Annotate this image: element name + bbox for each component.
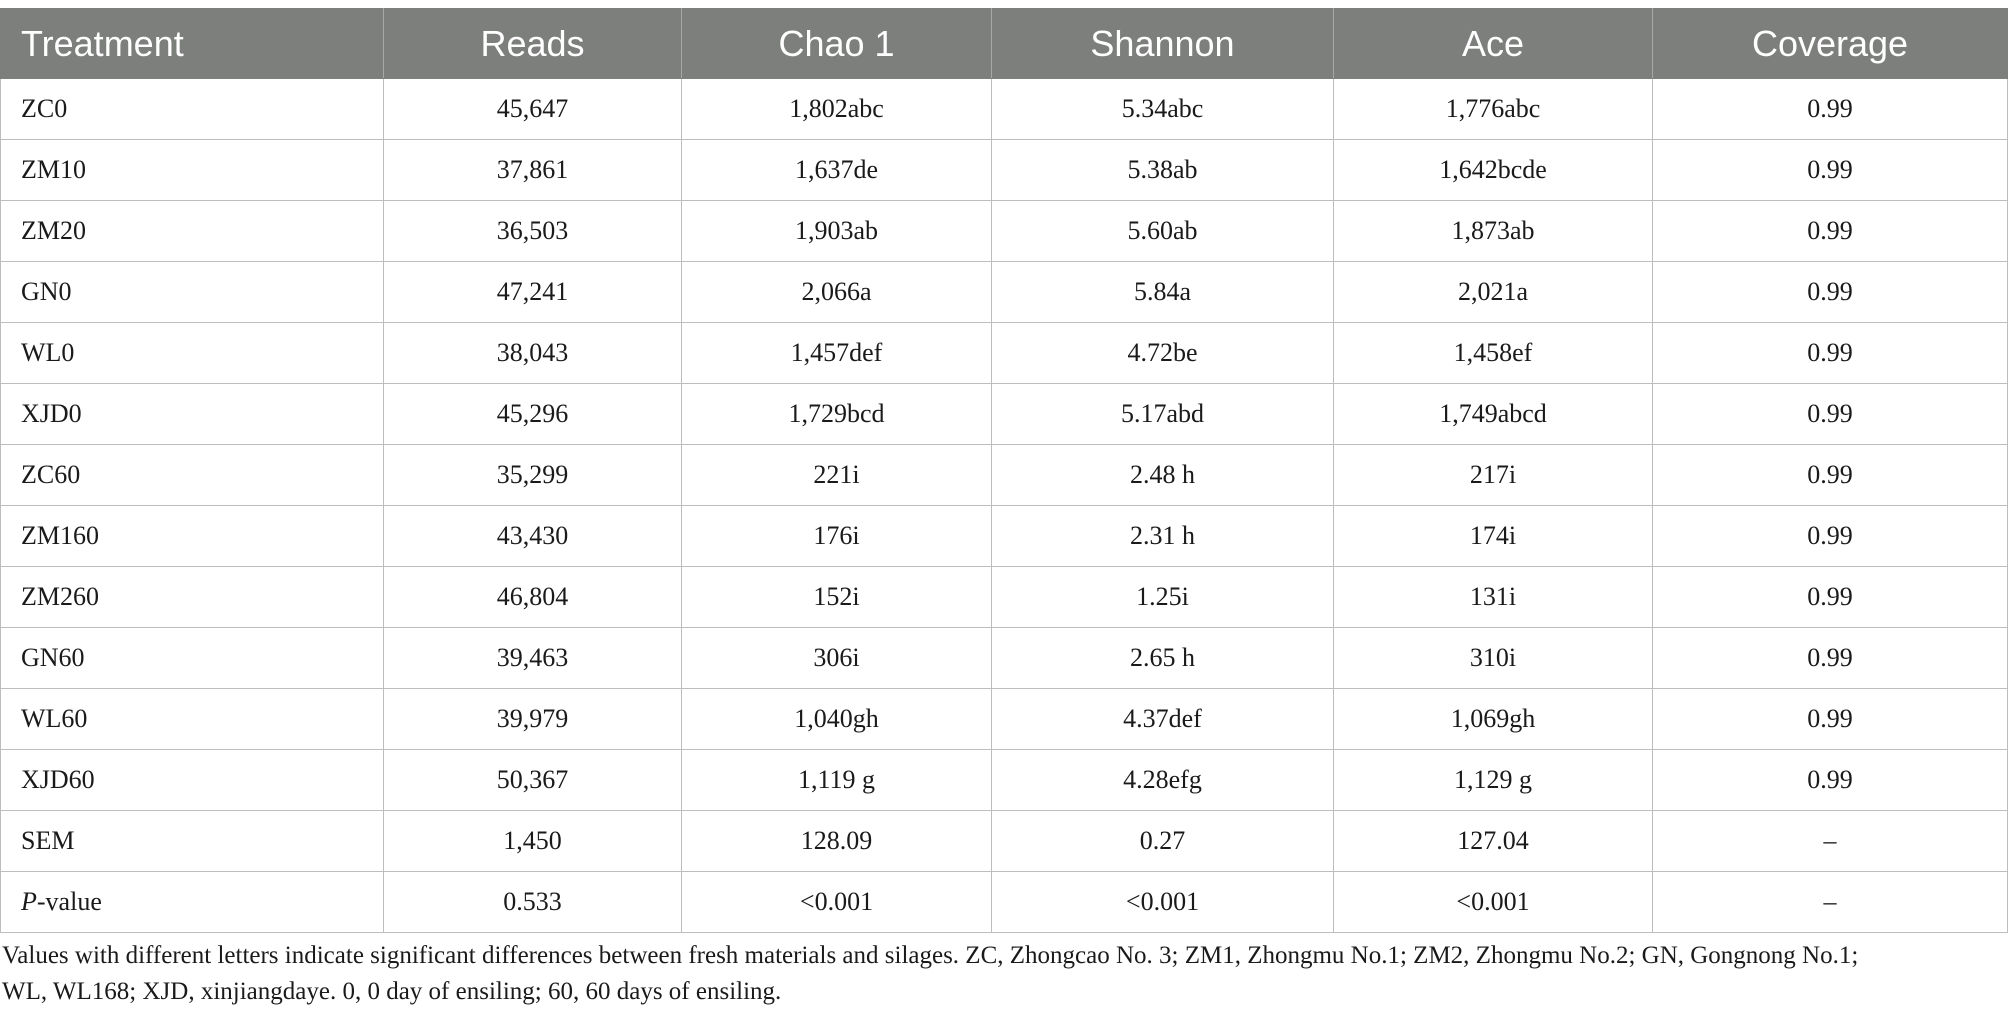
cell-treatment: ZM160 <box>1 506 384 567</box>
cell-chao1: 221i <box>682 445 992 506</box>
cell-chao1: 1,903ab <box>682 201 992 262</box>
cell-coverage: 0.99 <box>1653 262 2008 323</box>
cell-chao1: 128.09 <box>682 811 992 872</box>
cell-coverage: 0.99 <box>1653 750 2008 811</box>
cell-reads: 37,861 <box>384 140 682 201</box>
cell-shannon: 0.27 <box>992 811 1334 872</box>
cell-chao1: 1,040gh <box>682 689 992 750</box>
cell-shannon: 2.65 h <box>992 628 1334 689</box>
cell-reads: 39,463 <box>384 628 682 689</box>
cell-reads: 0.533 <box>384 872 682 933</box>
cell-ace: 310i <box>1334 628 1653 689</box>
cell-chao1: 152i <box>682 567 992 628</box>
cell-ace: 1,069gh <box>1334 689 1653 750</box>
cell-shannon: 4.28efg <box>992 750 1334 811</box>
cell-shannon: 4.37def <box>992 689 1334 750</box>
cell-chao1: 2,066a <box>682 262 992 323</box>
cell-coverage: 0.99 <box>1653 323 2008 384</box>
header-coverage: Coverage <box>1653 9 2008 79</box>
cell-reads: 38,043 <box>384 323 682 384</box>
pvalue-label-italic: P <box>21 887 37 916</box>
table-row <box>1 506 2008 567</box>
header-treatment: Treatment <box>1 9 384 79</box>
cell-shannon: 2.48 h <box>992 445 1334 506</box>
cell-treatment <box>1 872 384 933</box>
cell-chao1: 306i <box>682 628 992 689</box>
header-ace: Ace <box>1334 9 1653 79</box>
cell-coverage: – <box>1653 872 2008 933</box>
cell-treatment: SEM <box>1 811 384 872</box>
cell-reads: 39,979 <box>384 689 682 750</box>
cell-coverage: 0.99 <box>1653 79 2008 140</box>
cell-chao1: 1,802abc <box>682 79 992 140</box>
footnote-line-2: WL, WL168; XJD, xinjiangdaye. 0, 0 day of ensiling; 60, 60 days of ensiling. <box>2 978 782 1005</box>
cell-treatment: ZM20 <box>1 201 384 262</box>
table-row <box>1 689 2008 750</box>
cell-ace: 1,776abc <box>1334 79 1653 140</box>
cell-ace: <0.001 <box>1334 872 1653 933</box>
table-body <box>1 79 2008 933</box>
cell-coverage: 0.99 <box>1653 628 2008 689</box>
cell-ace: 217i <box>1334 445 1653 506</box>
cell-shannon: 5.38ab <box>992 140 1334 201</box>
cell-ace: 1,458ef <box>1334 323 1653 384</box>
cell-treatment: GN60 <box>1 628 384 689</box>
cell-coverage: 0.99 <box>1653 567 2008 628</box>
table-row <box>1 384 2008 445</box>
cell-shannon: 5.84a <box>992 262 1334 323</box>
cell-ace: 1,873ab <box>1334 201 1653 262</box>
table-row <box>1 750 2008 811</box>
cell-treatment: XJD0 <box>1 384 384 445</box>
cell-treatment: XJD60 <box>1 750 384 811</box>
cell-coverage: 0.99 <box>1653 201 2008 262</box>
cell-shannon: 5.60ab <box>992 201 1334 262</box>
footnote-line-1: Values with different letters indicate significant differences between fresh materials and silages. ZC, Zhongcao No. 3; ZM1, Zhongmu No.1; ZM2, Zhongmu No.2; GN, Gongnong No.1; <box>2 942 1859 969</box>
cell-treatment: ZM260 <box>1 567 384 628</box>
cell-reads: 43,430 <box>384 506 682 567</box>
header-row <box>1 9 2008 79</box>
cell-treatment: ZM10 <box>1 140 384 201</box>
cell-shannon: 1.25i <box>992 567 1334 628</box>
cell-ace: 1,129 g <box>1334 750 1653 811</box>
cell-ace: 127.04 <box>1334 811 1653 872</box>
results-table <box>0 8 2008 933</box>
cell-chao1: 1,457def <box>682 323 992 384</box>
cell-treatment: ZC60 <box>1 445 384 506</box>
header-chao1: Chao 1 <box>682 9 992 79</box>
table-row <box>1 445 2008 506</box>
cell-reads: 35,299 <box>384 445 682 506</box>
cell-shannon: 2.31 h <box>992 506 1334 567</box>
header-shannon: Shannon <box>992 9 1334 79</box>
cell-ace: 174i <box>1334 506 1653 567</box>
cell-chao1: 1,119 g <box>682 750 992 811</box>
cell-chao1: 176i <box>682 506 992 567</box>
cell-reads: 45,296 <box>384 384 682 445</box>
cell-treatment: WL0 <box>1 323 384 384</box>
cell-coverage: 0.99 <box>1653 140 2008 201</box>
cell-ace: 1,642bcde <box>1334 140 1653 201</box>
table-header <box>1 9 2008 79</box>
cell-treatment: ZC0 <box>1 79 384 140</box>
cell-reads: 36,503 <box>384 201 682 262</box>
cell-chao1: 1,729bcd <box>682 384 992 445</box>
table-row <box>1 140 2008 201</box>
table-row-pvalue <box>1 872 2008 933</box>
cell-ace: 1,749abcd <box>1334 384 1653 445</box>
table-row <box>1 79 2008 140</box>
cell-ace: 131i <box>1334 567 1653 628</box>
cell-coverage: 0.99 <box>1653 689 2008 750</box>
table-row <box>1 811 2008 872</box>
table-row <box>1 323 2008 384</box>
cell-coverage: 0.99 <box>1653 506 2008 567</box>
table-footnote <box>2 938 2002 1010</box>
header-reads: Reads <box>384 9 682 79</box>
cell-chao1: <0.001 <box>682 872 992 933</box>
cell-ace: 2,021a <box>1334 262 1653 323</box>
cell-coverage: 0.99 <box>1653 384 2008 445</box>
cell-treatment: GN0 <box>1 262 384 323</box>
table-row <box>1 262 2008 323</box>
cell-chao1: 1,637de <box>682 140 992 201</box>
cell-shannon: 5.34abc <box>992 79 1334 140</box>
cell-reads: 45,647 <box>384 79 682 140</box>
cell-shannon: 4.72be <box>992 323 1334 384</box>
pvalue-label-rest: -value <box>36 887 102 916</box>
cell-reads: 47,241 <box>384 262 682 323</box>
cell-coverage: – <box>1653 811 2008 872</box>
cell-reads: 1,450 <box>384 811 682 872</box>
cell-shannon: 5.17abd <box>992 384 1334 445</box>
cell-reads: 46,804 <box>384 567 682 628</box>
table-row <box>1 201 2008 262</box>
table-row <box>1 567 2008 628</box>
cell-reads: 50,367 <box>384 750 682 811</box>
table-row <box>1 628 2008 689</box>
cell-treatment: WL60 <box>1 689 384 750</box>
cell-shannon: <0.001 <box>992 872 1334 933</box>
cell-coverage: 0.99 <box>1653 445 2008 506</box>
